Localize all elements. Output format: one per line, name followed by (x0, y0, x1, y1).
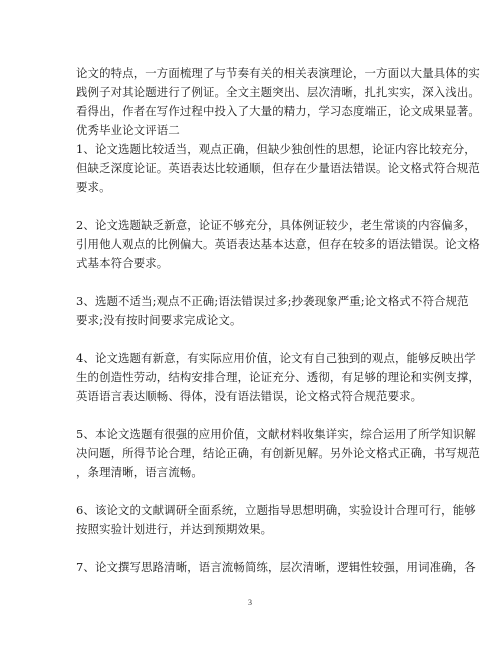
comment-item-4 (76, 349, 480, 406)
section-heading: 优秀毕业论文评语二 (76, 123, 180, 137)
text-line: 践例子对其论题进行了例证。全文主题突出、层次清晰，扎扎实实，深入浅出。 (76, 85, 480, 99)
text-line: 2、论文选题缺乏新意，论证不够充分，具体例证较少，老生常谈的内容偏多， (76, 218, 476, 232)
intro-paragraph (76, 64, 480, 121)
text-line: 论文的特点，一方面梳理了与节奏有关的相关表演理论，一方面以大量具体的实 (76, 66, 480, 80)
text-line: 要求。 (76, 180, 111, 194)
text-line: 6、该论文的文献调研全面系统，立题指导思想明确，实验设计合理可行，能够 (76, 503, 476, 517)
text-line: 7、论文撰写思路清晰，语言流畅简练，层次清晰，逻辑性较强，用词准确，各 (76, 560, 476, 574)
text-line: 按照实验计划进行，并达到预期效果。 (76, 522, 273, 536)
text-line: ，条理清晰，语言流畅。 (76, 465, 203, 479)
comment-item-5 (76, 425, 480, 482)
comment-item-3 (76, 292, 469, 330)
page-number: 3 (248, 598, 252, 607)
text-line: 1、论文选题比较适当，观点正确，但缺少独创性的思想，论证内容比较充分， (76, 142, 476, 156)
text-line: 式基本符合要求。 (76, 256, 169, 270)
comment-item-7 (76, 558, 476, 577)
text-line: 要求;没有按时间要求完成论文。 (76, 313, 242, 327)
document-body (76, 64, 480, 577)
text-line: 4、论文选题有新意，有实际应用价值，论文有自己独到的观点，能够反映出学 (76, 351, 476, 365)
text-line: 引用他人观点的比例偏大。英语表达基本达意，但存在较多的语法错误。论文格 (76, 237, 480, 251)
text-line: 3、选题不适当;观点不正确;语法错误过多;抄袭现象严重;论文格式不符合规范 (76, 294, 469, 308)
comment-item-6 (76, 501, 476, 539)
text-line: 5、本论文选题有很强的应用价值，文献材料收集详实，综合运用了所学知识解 (76, 427, 476, 441)
comment-item-1 (76, 140, 480, 197)
text-line: 生的创造性劳动，结构安排合理，论证充分、透彻，有足够的理论和实例支撑， (76, 370, 480, 384)
text-line: 但缺乏深度论证。英语表达比较通顺，但存在少量语法错误。论文格式符合规范 (76, 161, 480, 175)
text-line: 决问题，所得节论合理，结论正确，有创新见解。另外论文格式正确，书写规范 (76, 446, 480, 460)
text-line: 英语语言表达顺畅、得体，没有语法错误，论文格式符合规范要求。 (76, 389, 423, 403)
comment-item-2 (76, 216, 480, 273)
text-line: 看得出，作者在写作过程中投入了大量的精力，学习态度端正，论文成果显著。 (76, 104, 480, 118)
